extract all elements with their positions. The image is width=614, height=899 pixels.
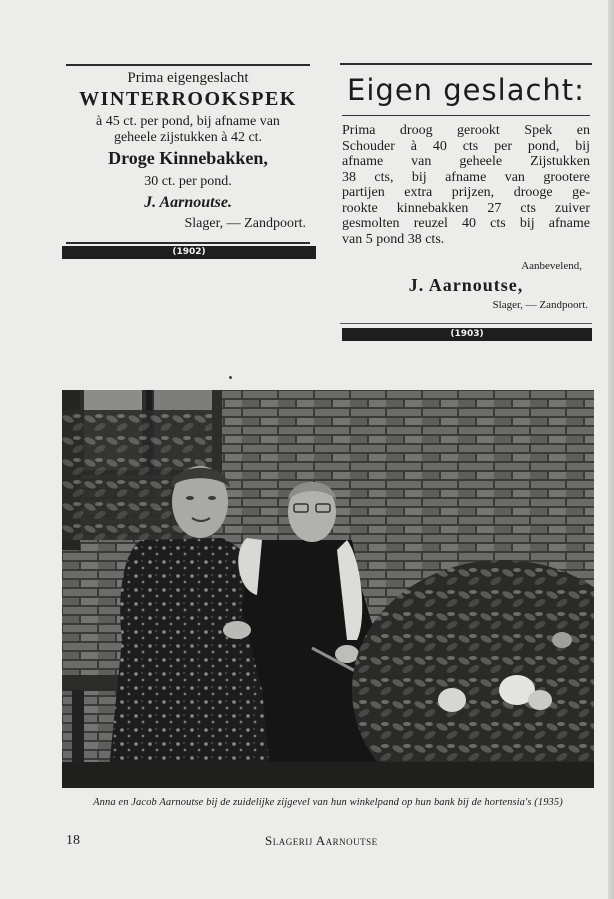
page-number: 18 xyxy=(66,833,80,848)
advertisement-1902 xyxy=(66,64,310,244)
ad2-body-line: partijen extra prijzen, drooge ge- xyxy=(342,185,590,200)
ad1-price-line-b: geheele zijstukken à 42 ct. xyxy=(113,130,263,145)
ad2-body-line: Schouder à 40 cts per pond, bij xyxy=(342,138,590,154)
photo-caption: Anna en Jacob Aarnoutse bij de zuidelijke zijgevel van hun winkelpand op hun bank bij de hortensia's (1935) xyxy=(93,797,563,808)
ad1-price-text xyxy=(66,114,310,146)
ad1-line-product: WINTERROOKSPEK xyxy=(79,88,297,110)
ad2-body-line: gesmolten reuzel 40 cts bij afname xyxy=(342,216,590,231)
advertisement-1903 xyxy=(340,63,592,324)
ad1-location: Slager, — Zandpoort. xyxy=(184,216,306,231)
ad2-body xyxy=(342,123,590,247)
ad2-body-line: rookte kinnebakken 27 cts zuiver xyxy=(342,200,590,216)
ad2-body-line: afname van geheele Zijstukken xyxy=(342,154,590,169)
running-title: Slagerij Aarnoutse xyxy=(265,833,378,848)
ad1-price-line-a: à 45 ct. per pond, bij afname van xyxy=(96,114,280,129)
ad2-body-line: van 5 pond 38 cts. xyxy=(342,231,445,247)
ad2-body-line: 38 cts, bij afname van grootere xyxy=(342,169,590,185)
ad2-signature: J. Aarnoutse, xyxy=(408,275,524,295)
photograph-couple-on-bench xyxy=(62,390,594,788)
speck-mark xyxy=(229,376,232,379)
ad1-signature: J. Aarnoutse. xyxy=(144,194,232,211)
ad2-recommend: Aanbevelend, xyxy=(521,260,582,272)
ad2-heading: Eigen geslacht: xyxy=(347,73,585,107)
ad1-line-prima: Prima eigengeslacht xyxy=(127,70,249,86)
ad1-line-price-pond: 30 ct. per pond. xyxy=(144,174,232,189)
ad2-body-line: Prima droog gerookt Spek en xyxy=(342,123,590,138)
ad2-location: Slager, — Zandpoort. xyxy=(492,299,588,311)
ad1-line-kinnebakken: Droge Kinnebakken, xyxy=(108,148,268,168)
ad2-divider xyxy=(342,115,590,116)
photograph-illustration xyxy=(62,390,594,788)
ad1-year-bar: (1902) xyxy=(62,246,316,259)
ad2-year-bar: (1903) xyxy=(342,328,592,341)
